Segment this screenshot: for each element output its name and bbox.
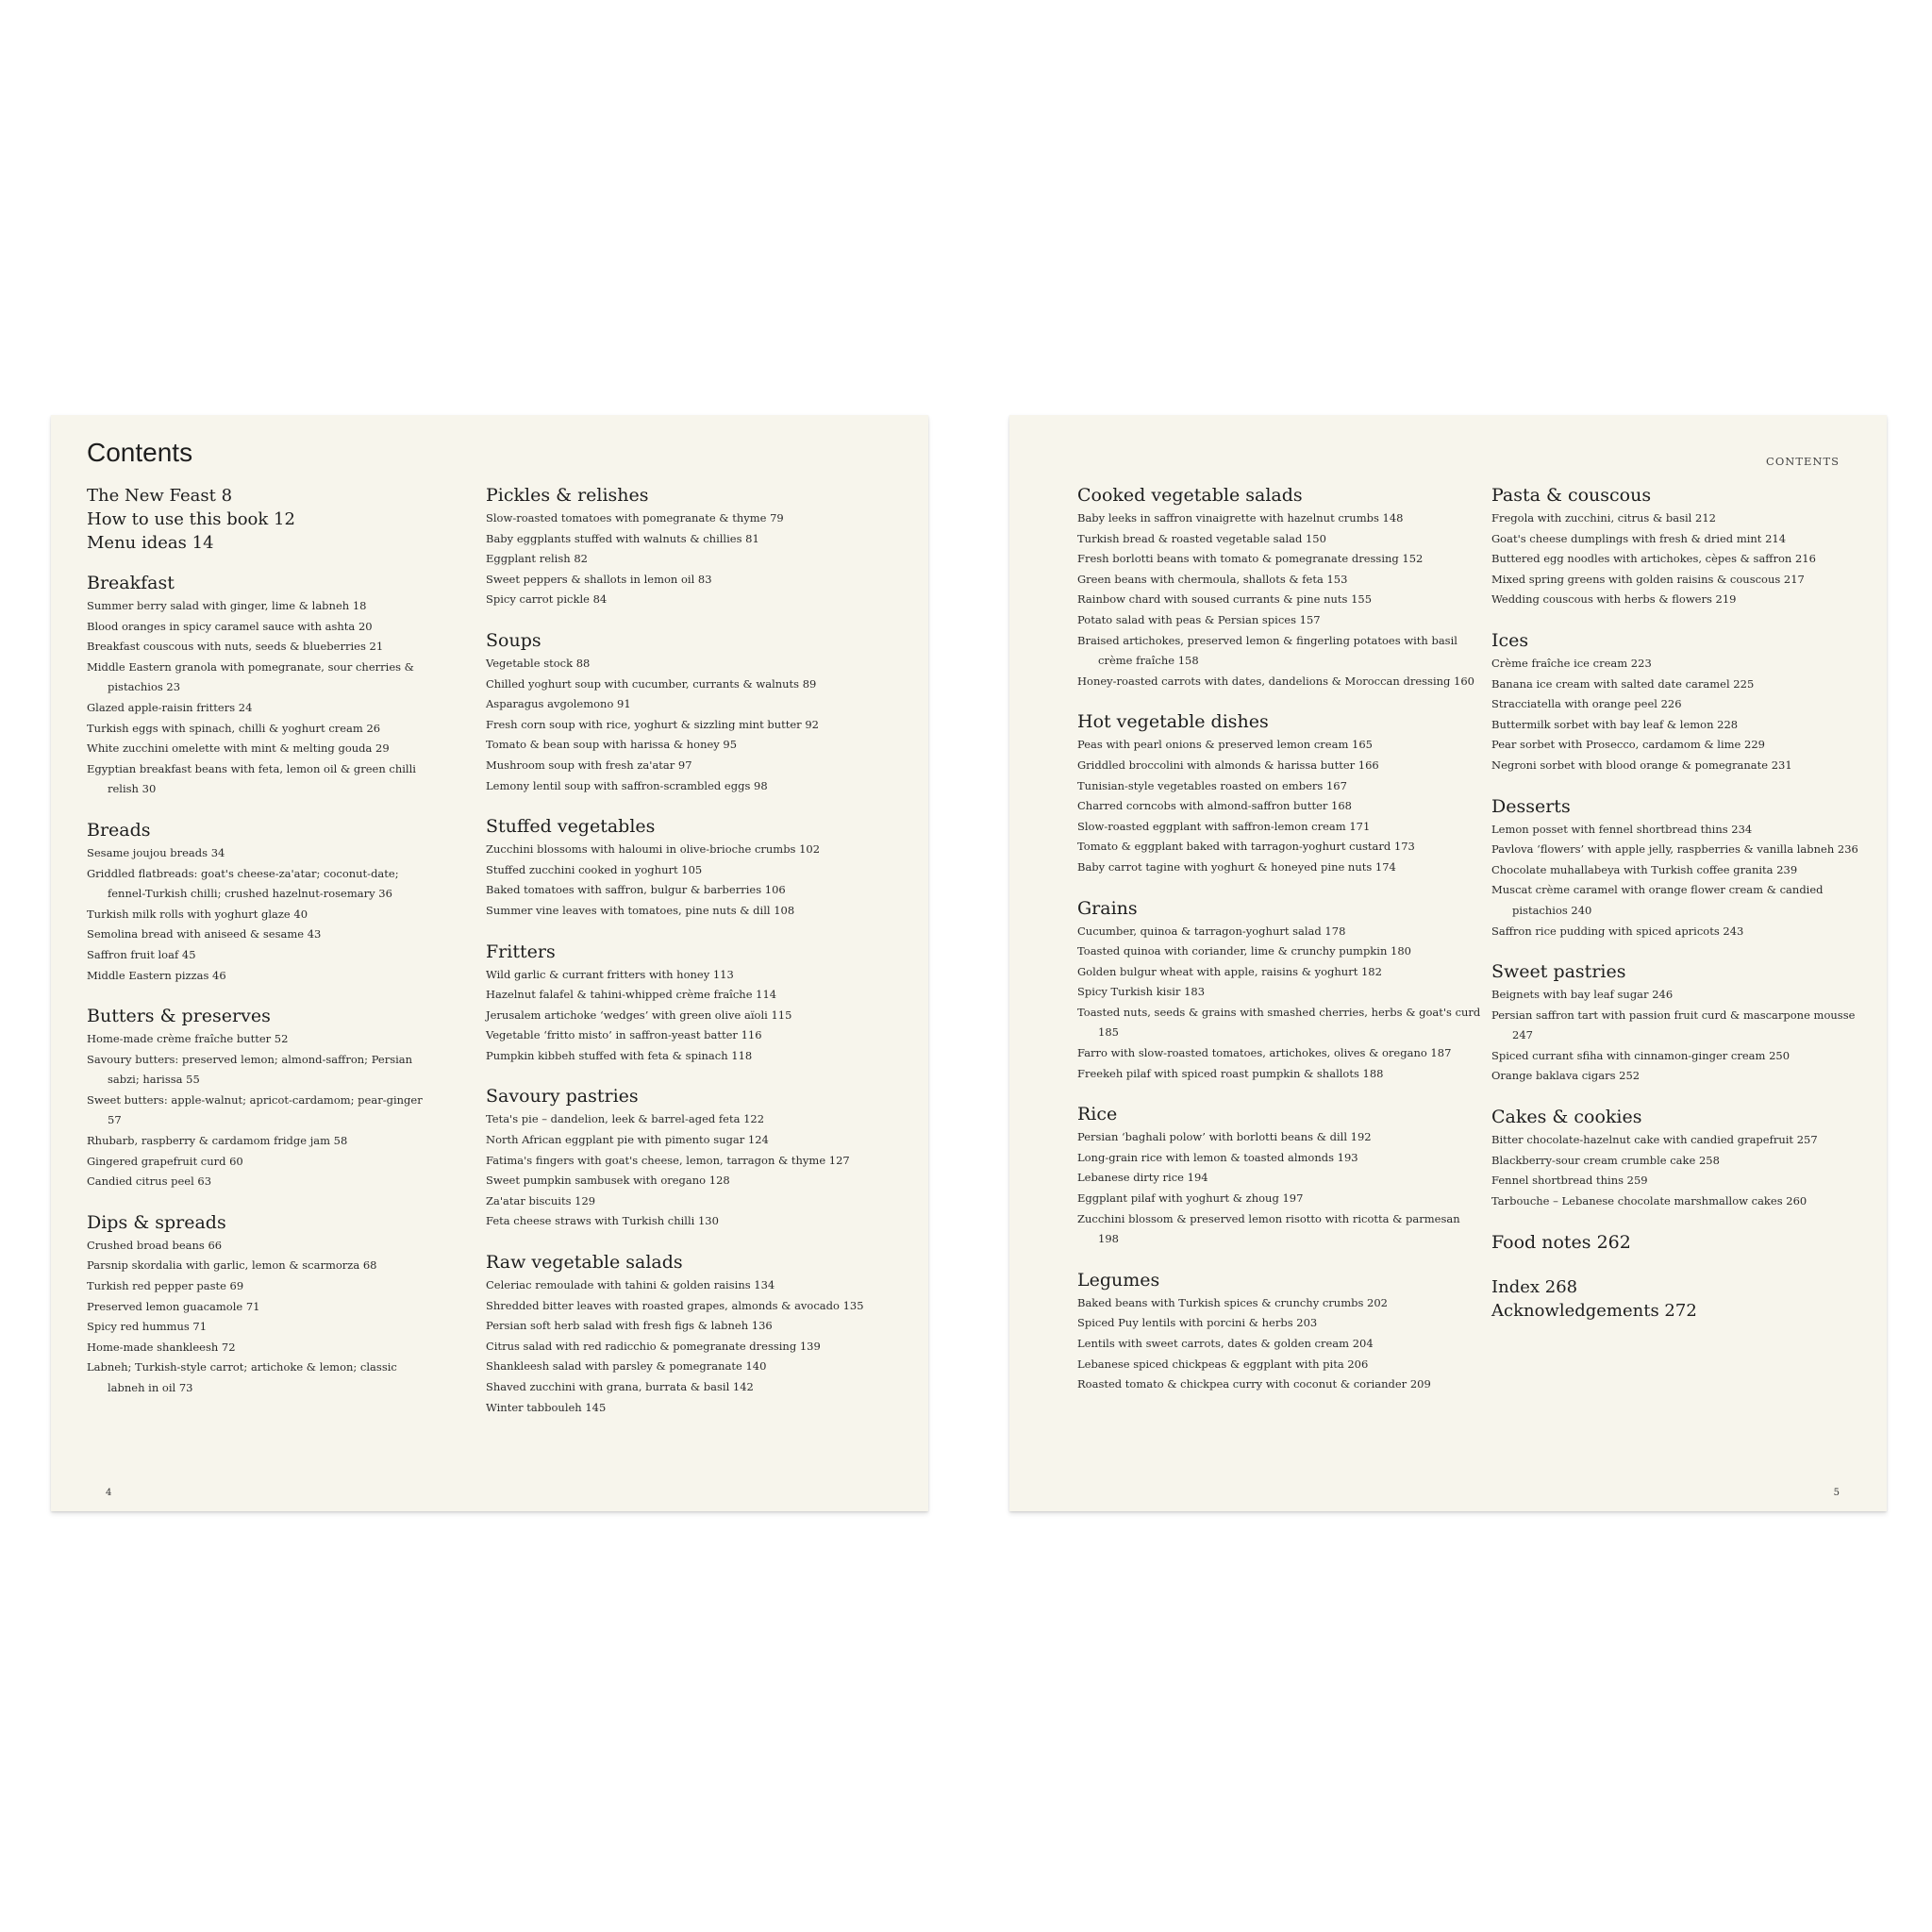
section-list: [1491, 484, 1869, 1211]
contents-section: [87, 1211, 436, 1399]
section-title[interactable]: Breads: [87, 819, 151, 841]
recipe-entry[interactable]: Parsnip skordalia with garlic, lemon & scarmorza 68: [87, 1258, 377, 1273]
recipe-entry[interactable]: Baby eggplants stuffed with walnuts & chillies 81: [486, 531, 759, 545]
recipe-list: [87, 1029, 436, 1192]
section-title[interactable]: Grains: [1077, 897, 1138, 919]
recipe-entry[interactable]: Lemon posset with fennel shortbread thins 234: [1491, 822, 1753, 836]
end-links: [1491, 1275, 1869, 1323]
recipe-entry[interactable]: Tunisian-style vegetables roasted on embers 167: [1077, 778, 1347, 792]
contents-section: [486, 1251, 901, 1418]
recipe-entry[interactable]: Home-made crème fraîche butter 52: [87, 1032, 289, 1046]
recipe-list: [486, 965, 901, 1067]
section-title[interactable]: Pasta & couscous: [1491, 485, 1652, 506]
recipe-list: [1491, 985, 1869, 1087]
section-title[interactable]: Butters & preserves: [87, 1006, 271, 1027]
recipe-entry[interactable]: Braised artichokes, preserved lemon & fingerling potatoes with basil crème fraîche 158: [1077, 633, 1457, 668]
section-title[interactable]: Legumes: [1077, 1269, 1160, 1291]
contents-section: [87, 1005, 436, 1192]
recipe-entry[interactable]: Shredded bitter leaves with roasted grapes, almonds & avocado 135: [486, 1298, 864, 1312]
recipe-entry[interactable]: Tarbouche – Lebanese chocolate marshmallow cakes 260: [1491, 1193, 1807, 1208]
contents-section: [1491, 1106, 1869, 1211]
left-column-1: [87, 484, 436, 1418]
recipe-entry[interactable]: Breakfast couscous with nuts, seeds & blueberries 21: [87, 640, 384, 654]
food-notes-link[interactable]: Food notes 262: [1491, 1232, 1631, 1254]
end-link[interactable]: Acknowledgements 272: [1491, 1301, 1697, 1322]
recipe-entry[interactable]: Labneh; Turkish-style carrot; artichoke & lemon; classic labneh in oil 73: [87, 1360, 397, 1394]
recipe-entry[interactable]: Turkish eggs with spinach, chilli & yoghurt cream 26: [87, 721, 381, 735]
contents-section: [486, 629, 901, 796]
recipe-entry[interactable]: Banana ice cream with salted date caramel 225: [1491, 676, 1755, 691]
section-title[interactable]: Pickles & relishes: [486, 485, 649, 506]
recipe-list: [87, 1236, 436, 1399]
recipe-entry[interactable]: Fresh borlotti beans with tomato & pomegranate dressing 152: [1077, 552, 1424, 566]
section-title[interactable]: Savoury pastries: [486, 1086, 639, 1108]
section-title[interactable]: Raw vegetable salads: [486, 1252, 683, 1274]
section-title[interactable]: Stuffed vegetables: [486, 816, 656, 838]
end-link[interactable]: Index 268: [1491, 1277, 1578, 1298]
section-title[interactable]: Cooked vegetable salads: [1077, 485, 1303, 506]
recipe-entry[interactable]: Zucchini blossom & preserved lemon risotto with ricotta & parmesan 198: [1077, 1211, 1460, 1246]
recipe-entry[interactable]: Vegetable ‘fritto misto’ in saffron-yeast batter 116: [486, 1028, 762, 1042]
section-title[interactable]: Fritters: [486, 941, 556, 962]
recipe-entry[interactable]: Golden bulgur wheat with apple, raisins & yoghurt 182: [1077, 964, 1382, 978]
recipe-entry[interactable]: Winter tabbouleh 145: [486, 1400, 607, 1414]
recipe-entry[interactable]: Lentils with sweet carrots, dates & golden cream 204: [1077, 1337, 1374, 1350]
recipe-entry[interactable]: Chocolate muhallabeya with Turkish coffee granita 239: [1491, 862, 1798, 876]
recipe-entry[interactable]: Vegetable stock 88: [486, 656, 591, 670]
recipe-entry[interactable]: Feta cheese straws with Turkish chilli 130: [486, 1214, 719, 1228]
contents-section: [1491, 960, 1869, 1087]
recipe-entry[interactable]: Spicy Turkish kisir 183: [1077, 985, 1206, 999]
recipe-entry[interactable]: Za'atar biscuits 129: [486, 1193, 596, 1208]
page-number: 5: [1833, 1488, 1840, 1498]
recipe-entry[interactable]: Sesame joujou breads 34: [87, 845, 225, 859]
recipe-list: [87, 596, 436, 800]
recipe-entry[interactable]: Orange baklava cigars 252: [1491, 1069, 1641, 1083]
recipe-entry[interactable]: Bitter chocolate-hazelnut cake with candied grapefruit 257: [1491, 1133, 1818, 1147]
recipe-entry[interactable]: Asparagus avgolemono 91: [486, 697, 631, 711]
section-title[interactable]: Desserts: [1491, 795, 1571, 817]
recipe-entry[interactable]: Turkish red pepper paste 69: [87, 1279, 244, 1293]
section-list: [1077, 484, 1483, 1395]
recipe-list: [486, 508, 901, 610]
contents-section: [1077, 710, 1483, 877]
contents-section: [486, 941, 901, 1067]
recipe-entry[interactable]: Freekeh pilaf with spiced roast pumpkin & shallots 188: [1077, 1066, 1384, 1080]
recipe-entry[interactable]: Rhubarb, raspberry & cardamom fridge jam 58: [87, 1134, 348, 1148]
recipe-entry[interactable]: Baked tomatoes with saffron, bulgur & barberries 106: [486, 883, 786, 897]
contents-section: [1077, 897, 1483, 1085]
recipe-entry[interactable]: Hazelnut falafel & tahini-whipped crème fraîche 114: [486, 988, 777, 1002]
recipe-entry[interactable]: Farro with slow-roasted tomatoes, artichokes, olives & oregano 187: [1077, 1046, 1452, 1060]
section-title[interactable]: Soups: [486, 629, 541, 651]
recipe-entry[interactable]: Mushroom soup with fresh za'atar 97: [486, 758, 692, 772]
recipe-entry[interactable]: Negroni sorbet with blood orange & pomegranate 231: [1491, 758, 1792, 772]
recipe-entry[interactable]: Buttermilk sorbet with bay leaf & lemon 228: [1491, 717, 1739, 731]
recipe-entry[interactable]: Tomato & eggplant baked with tarragon-yoghurt custard 173: [1077, 840, 1415, 854]
contents-section: [87, 572, 436, 800]
recipe-entry[interactable]: Summer vine leaves with tomatoes, pine nuts & dill 108: [486, 903, 795, 917]
recipe-entry[interactable]: Zucchini blossoms with haloumi in olive-brioche crumbs 102: [486, 842, 821, 857]
recipe-entry[interactable]: Potato salad with peas & Persian spices 157: [1077, 612, 1321, 626]
recipe-entry[interactable]: Pumpkin kibbeh stuffed with feta & spinach 118: [486, 1048, 753, 1062]
recipe-entry[interactable]: Shankleesh salad with parsley & pomegranate 140: [486, 1359, 767, 1374]
recipe-entry[interactable]: Blood oranges in spicy caramel sauce with ashta 20: [87, 619, 373, 633]
recipe-entry[interactable]: Roasted tomato & chickpea curry with coconut & coriander 209: [1077, 1377, 1431, 1391]
recipe-entry[interactable]: Glazed apple-raisin fritters 24: [87, 700, 253, 714]
recipe-list: [1491, 1130, 1869, 1211]
recipe-entry[interactable]: Long-grain rice with lemon & toasted almonds 193: [1077, 1150, 1358, 1164]
recipe-entry[interactable]: Slow-roasted tomatoes with pomegranate & thyme 79: [486, 511, 784, 525]
recipe-list: [1491, 820, 1869, 942]
section-title[interactable]: Sweet pastries: [1491, 961, 1626, 983]
intro-link[interactable]: Menu ideas 14: [87, 533, 214, 553]
contents-section: [1077, 1269, 1483, 1395]
recipe-entry[interactable]: Griddled broccolini with almonds & harissa butter 166: [1077, 758, 1379, 772]
recipe-entry[interactable]: Toasted nuts, seeds & grains with smashed cherries, herbs & goat's curd 185: [1077, 1005, 1481, 1040]
recipe-list: [1491, 508, 1869, 610]
recipe-entry[interactable]: North African eggplant pie with pimento sugar 124: [486, 1133, 769, 1147]
recipe-entry[interactable]: Turkish bread & roasted vegetable salad 150: [1077, 531, 1326, 545]
contents-section: [1491, 484, 1869, 610]
recipe-entry[interactable]: Mixed spring greens with golden raisins & couscous 217: [1491, 572, 1805, 586]
contents-section: [87, 819, 436, 986]
recipe-entry[interactable]: Sweet peppers & shallots in lemon oil 83: [486, 572, 712, 586]
recipe-entry[interactable]: Middle Eastern granola with pomegranate, sour cherries & pistachios 23: [87, 659, 414, 694]
recipe-entry[interactable]: Lemony lentil soup with saffron-scrambled eggs 98: [486, 778, 768, 792]
recipe-list: [1491, 654, 1869, 776]
recipe-list: [1077, 1127, 1483, 1250]
left-page: [51, 415, 928, 1511]
recipe-entry[interactable]: Baked beans with Turkish spices & crunchy crumbs 202: [1077, 1295, 1388, 1309]
recipe-entry[interactable]: Muscat crème caramel with orange flower cream & candied pistachios 240: [1491, 883, 1824, 917]
recipe-entry[interactable]: Citrus salad with red radicchio & pomegranate dressing 139: [486, 1339, 821, 1353]
recipe-entry[interactable]: Lebanese dirty rice 194: [1077, 1171, 1208, 1185]
intro-link[interactable]: The New Feast 8: [87, 486, 233, 506]
recipe-entry[interactable]: Spiced currant sfiha with cinnamon-ginger cream 250: [1491, 1048, 1790, 1062]
section-title[interactable]: Breakfast: [87, 573, 175, 593]
right-page: [1009, 415, 1887, 1511]
recipe-entry[interactable]: Beignets with bay leaf sugar 246: [1491, 988, 1674, 1002]
section-title[interactable]: Dips & spreads: [87, 1211, 226, 1233]
recipe-entry[interactable]: Chilled yoghurt soup with cucumber, currants & walnuts 89: [486, 676, 817, 691]
recipe-entry[interactable]: Persian ‘baghali polow’ with borlotti beans & dill 192: [1077, 1130, 1372, 1144]
recipe-entry[interactable]: Baby carrot tagine with yoghurt & honeyed pine nuts 174: [1077, 859, 1396, 874]
left-column-2: [486, 484, 901, 1437]
recipe-entry[interactable]: Sweet pumpkin sambusek with oregano 128: [486, 1174, 730, 1188]
recipe-list: [486, 840, 901, 921]
recipe-list: [486, 1275, 901, 1418]
contents-section: [1491, 795, 1869, 942]
recipe-entry[interactable]: Savoury butters: preserved lemon; almond-saffron; Persian sabzi; harissa 55: [87, 1052, 413, 1087]
recipe-entry[interactable]: Saffron fruit loaf 45: [87, 947, 196, 961]
recipe-entry[interactable]: Candied citrus peel 63: [87, 1174, 212, 1189]
running-head: CONTENTS: [1766, 455, 1840, 468]
recipe-entry[interactable]: Honey-roasted carrots with dates, dandelions & Moroccan dressing 160: [1077, 674, 1474, 688]
page-title: Contents: [87, 438, 193, 467]
recipe-entry[interactable]: Saffron rice pudding with spiced apricots 243: [1491, 924, 1744, 938]
section-title[interactable]: Cakes & cookies: [1491, 1107, 1642, 1128]
recipe-entry[interactable]: Celeriac remoulade with tahini & golden raisins 134: [486, 1278, 775, 1292]
recipe-entry[interactable]: Peas with pearl onions & preserved lemon cream 165: [1077, 738, 1373, 752]
intro-link[interactable]: How to use this book 12: [87, 509, 295, 529]
recipe-entry[interactable]: Eggplant pilaf with yoghurt & zhoug 197: [1077, 1191, 1304, 1206]
recipe-entry[interactable]: Rainbow chard with soused currants & pine nuts 155: [1077, 592, 1373, 607]
recipe-entry[interactable]: Gingered grapefruit curd 60: [87, 1154, 243, 1168]
recipe-entry[interactable]: Wild garlic & currant fritters with honey 113: [486, 967, 734, 981]
recipe-entry[interactable]: Goat's cheese dumplings with fresh & dried mint 214: [1491, 531, 1787, 545]
recipe-entry[interactable]: Spicy red hummus 71: [87, 1320, 208, 1334]
recipe-entry[interactable]: Preserved lemon guacamole 71: [87, 1299, 260, 1313]
recipe-entry[interactable]: Shaved zucchini with grana, burrata & basil 142: [486, 1380, 754, 1393]
recipe-entry[interactable]: Griddled flatbreads: goat's cheese-za'atar; coconut-date; fennel-Turkish chilli; crushed hazelnut-rosemary 36: [87, 866, 399, 901]
recipe-entry[interactable]: Semolina bread with aniseed & sesame 43: [87, 927, 322, 941]
recipe-entry[interactable]: Teta's pie – dandelion, leek & barrel-aged feta 122: [486, 1112, 765, 1126]
recipe-entry[interactable]: Charred corncobs with almond-saffron butter 168: [1077, 799, 1352, 813]
contents-section: [486, 484, 901, 610]
right-column-2: [1491, 484, 1869, 1340]
recipe-list: [1077, 922, 1483, 1085]
recipe-entry[interactable]: Buttered egg noodles with artichokes, cèpes & saffron 216: [1491, 552, 1816, 566]
recipe-entry[interactable]: Lebanese spiced chickpeas & eggplant with pita 206: [1077, 1357, 1369, 1371]
recipe-entry[interactable]: Green beans with chermoula, shallots & feta 153: [1077, 572, 1348, 586]
recipe-entry[interactable]: Spiced Puy lentils with porcini & herbs 203: [1077, 1316, 1318, 1330]
page-number: 4: [106, 1488, 112, 1498]
contents-section: [486, 1085, 901, 1232]
recipe-entry[interactable]: Jerusalem artichoke ‘wedges’ with green olive aïoli 115: [486, 1008, 792, 1022]
recipe-entry[interactable]: Egyptian breakfast beans with feta, lemon oil & green chilli relish 30: [87, 761, 416, 796]
recipe-entry[interactable]: Wedding couscous with herbs & flowers 219: [1491, 592, 1737, 607]
recipe-entry[interactable]: Fregola with zucchini, citrus & basil 212: [1491, 511, 1716, 525]
section-list: [486, 484, 901, 1418]
section-list: [87, 572, 436, 1399]
recipe-list: [1077, 735, 1483, 877]
contents-section: [486, 815, 901, 921]
recipe-entry[interactable]: Stracciatella with orange peel 226: [1491, 697, 1682, 711]
recipe-entry[interactable]: Pear sorbet with Prosecco, cardamom & lime 229: [1491, 738, 1765, 752]
recipe-entry[interactable]: Fatima's fingers with goat's cheese, lemon, tarragon & thyme 127: [486, 1153, 850, 1167]
section-title[interactable]: Rice: [1077, 1104, 1118, 1125]
recipe-entry[interactable]: Turkish milk rolls with yoghurt glaze 40: [87, 907, 308, 921]
recipe-entry[interactable]: Home-made shankleesh 72: [87, 1340, 236, 1354]
recipe-list: [1077, 1293, 1483, 1395]
recipe-entry[interactable]: Cucumber, quinoa & tarragon-yoghurt salad 178: [1077, 924, 1346, 938]
recipe-entry[interactable]: Spicy carrot pickle 84: [486, 592, 608, 607]
intro-links: [87, 484, 436, 555]
recipe-entry[interactable]: Persian saffron tart with passion fruit curd & mascarpone mousse 247: [1491, 1008, 1856, 1042]
recipe-entry[interactable]: Slow-roasted eggplant with saffron-lemon cream 171: [1077, 819, 1371, 833]
section-title[interactable]: Hot vegetable dishes: [1077, 711, 1269, 733]
recipe-entry[interactable]: Fresh corn soup with rice, yoghurt & sizzling mint butter 92: [486, 717, 819, 731]
contents-section: [1491, 629, 1869, 776]
recipe-entry[interactable]: Crushed broad beans 66: [87, 1238, 223, 1252]
recipe-list: [486, 654, 901, 796]
right-column-1: [1077, 484, 1483, 1414]
recipe-entry[interactable]: Persian soft herb salad with fresh figs & labneh 136: [486, 1319, 773, 1333]
recipe-entry[interactable]: Sweet butters: apple-walnut; apricot-cardamom; pear-ginger 57: [87, 1092, 423, 1127]
food-notes-section: [1491, 1230, 1869, 1255]
recipe-entry[interactable]: White zucchini omelette with mint & melting gouda 29: [87, 741, 390, 756]
recipe-entry[interactable]: Pavlova ‘flowers’ with apple jelly, raspberries & vanilla labneh 236: [1491, 842, 1858, 857]
recipe-entry[interactable]: Baby leeks in saffron vinaigrette with hazelnut crumbs 148: [1077, 511, 1404, 525]
contents-section: [1077, 1103, 1483, 1250]
recipe-entry[interactable]: Fennel shortbread thins 259: [1491, 1174, 1648, 1188]
recipe-entry[interactable]: Summer berry salad with ginger, lime & labneh 18: [87, 599, 367, 612]
section-title[interactable]: Ices: [1491, 629, 1529, 651]
recipe-entry[interactable]: Eggplant relish 82: [486, 552, 588, 566]
contents-section: [1077, 484, 1483, 691]
recipe-entry[interactable]: Middle Eastern pizzas 46: [87, 968, 226, 982]
recipe-entry[interactable]: Tomato & bean soup with harissa & honey 95: [486, 738, 738, 752]
recipe-list: [87, 843, 436, 986]
recipe-list: [486, 1109, 901, 1232]
recipe-entry[interactable]: Toasted quinoa with coriander, lime & crunchy pumpkin 180: [1077, 944, 1411, 958]
recipe-list: [1077, 508, 1483, 691]
recipe-entry[interactable]: Stuffed zucchini cooked in yoghurt 105: [486, 862, 703, 876]
recipe-entry[interactable]: Crème fraîche ice cream 223: [1491, 656, 1652, 670]
recipe-entry[interactable]: Blackberry-sour cream crumble cake 258: [1491, 1153, 1720, 1167]
